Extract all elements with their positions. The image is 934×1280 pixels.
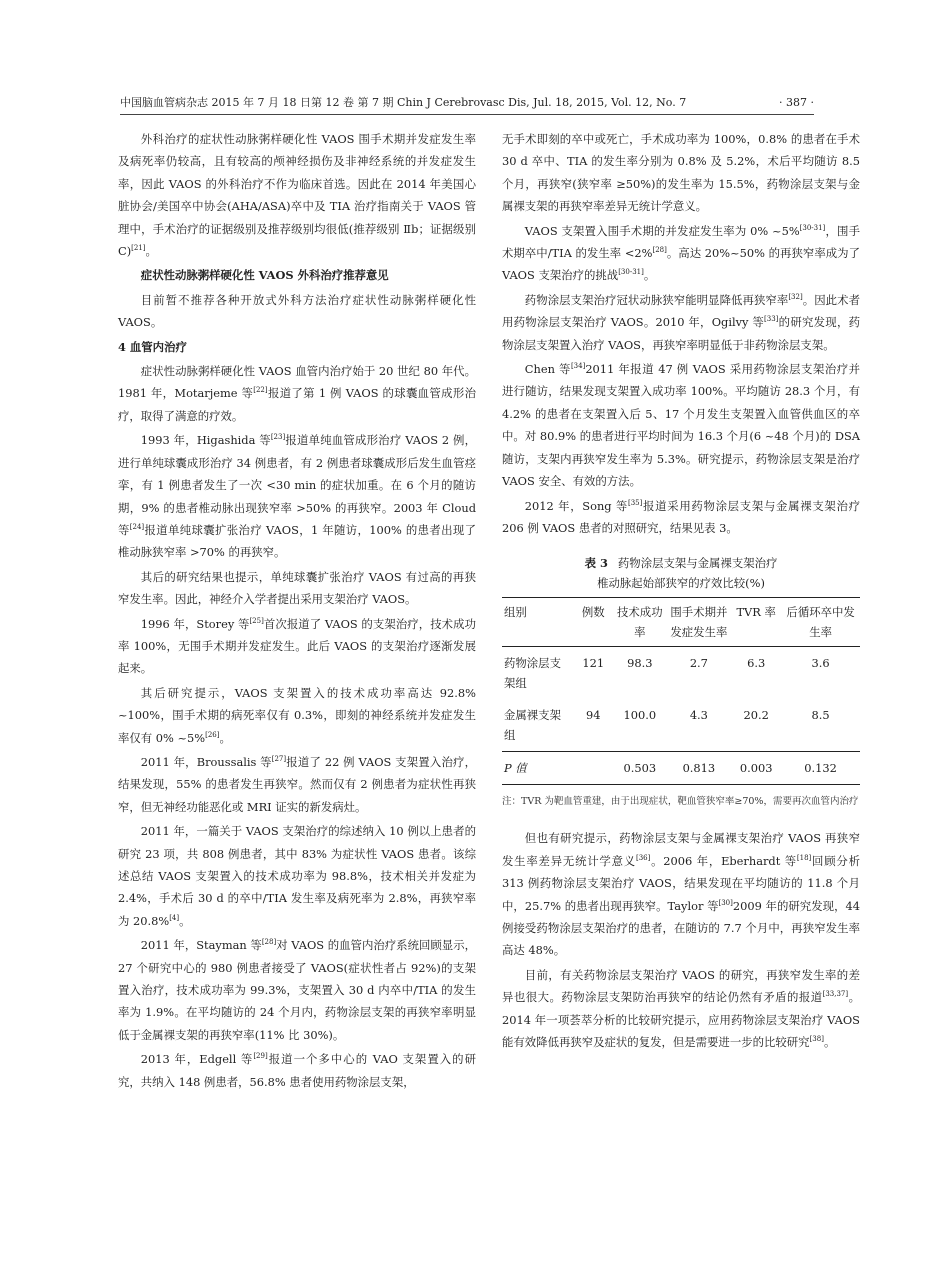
paragraph: 症状性动脉粥样硬化性 VAOS 血管内治疗始于 20 世纪 80 年代。1981 年，Motarjeme 等[22]报道了第 1 例 VAOS 的球囊血管成形治疗，取得了满意的疗效。 — [118, 364, 476, 423]
table-cell: P 值 — [502, 752, 574, 785]
paragraph: 2011 年，Broussalis 等[27]报道了 22 例 VAOS 支架置入治疗，结果发现，55% 的患者发生再狭窄。然而仅有 2 例患者为症状性再狭窄，但无神经功能恶化或 MRI 证实的新发病灶。 — [118, 754, 476, 814]
table-row — [502, 699, 860, 752]
header-cell: 技术成功率 — [613, 598, 667, 647]
table-cell: 金属裸支架组 — [504, 708, 561, 743]
journal-citation: 中国脑血管病杂志 2015 年 7 月 18 日第 12 卷 第 7 期 Chin J Cerebrovasc Dis, Jul. 18, 2015, Vol. 12, No. 7 — [120, 96, 687, 109]
table-row-p-value — [502, 752, 860, 785]
table-cell: 8.5 — [811, 708, 830, 723]
results-table — [502, 597, 860, 785]
table-header-row — [502, 598, 860, 647]
header-cell: TVR 率 — [731, 598, 781, 647]
table-cell: 100.0 — [623, 708, 657, 723]
table-cell: 4.3 — [689, 708, 708, 723]
table-title-line2: 椎动脉起始部狭窄的疗效比较(%) — [597, 576, 765, 591]
paragraph: VAOS 支架置入围手术期的并发症发生率为 0% ~5%[30-31]，围手术期卒中/TIA 的发生率 <2%[28]。高达 20%~50% 的再狭窄率成为了 VAOS 支架治疗的挑战[30-31]。 — [502, 223, 860, 283]
header-cell: 组别 — [502, 598, 574, 647]
paragraph: 其后研究提示，VAOS 支架置入的技术成功率高达 92.8% ~100%，围手术期的病死率仅有 0.3%，即刻的神经系统并发症发生率仅有 0% ~5%[26]。 — [118, 685, 476, 745]
table-cell: 药物涂层支架组 — [504, 656, 561, 691]
page-number: · 387 · — [779, 96, 814, 109]
running-header — [120, 96, 814, 115]
table-cell: 94 — [586, 708, 601, 723]
table-cell: 0.003 — [731, 752, 781, 785]
paragraph: 2011 年，一篇关于 VAOS 支架治疗的综述纳入 10 例以上患者的研究 23 项，共 808 例患者，其中 83% 为症状性 VAOS 患者。该综述总结 VAOS 支架置入的技术成功率为 98.8%，技术相关并发症为 2.4%，手术后 30 d 的卒中/TIA 发生率及病死率为 2.8%，再狭窄率为 20.8%[4]。 — [118, 824, 476, 928]
table-cell: 6.3 — [747, 656, 766, 671]
paragraph: 2011 年，Stayman 等[28]对 VAOS 的血管内治疗系统回顾显示，27 个研究中心的 980 例患者接受了 VAOS(症状性者占 92%)的支架置入治疗，技术成功率为 99.3%，支架置入 30 d 内卒中/TIA 的发生率为 1.9%。在平均随访的 24 个月内，药物涂层支架的再狭窄率明显低于金属裸支架的再狭窄率(11% 比 30%)。 — [118, 938, 477, 1042]
table-cell: 0.503 — [613, 752, 667, 785]
table-cell: 0.132 — [781, 752, 860, 785]
paragraph: 外科治疗的症状性动脉粥样硬化性 VAOS 围手术期并发症发生率及病死率仍较高，且有较高的颅神经损伤及非神经系统的并发症发生率，因此 VAOS 的外科治疗不作为临床首选。因此在 2014 年美国心脏协会/美国卒中协会(AHA/ASA)卒中及 TIA 治疗指南关于 VAOS 管理中，手术治疗的证据级别及推荐级别均很低(推荐级别 Ⅱb；证据级别 C)[21]。 — [118, 132, 476, 259]
section-heading: 4 血管内治疗 — [118, 339, 187, 354]
table-caption — [502, 553, 860, 593]
paragraph: 2013 年，Edgell 等[29]报道一个多中心的 VAO 支架置入的研究，共纳入 148 例患者，56.8% 患者使用药物涂层支架， — [118, 1052, 476, 1089]
paragraph: 目前暂不推荐各种开放式外科方法治疗症状性动脉粥样硬化性 VAOS。 — [118, 292, 476, 330]
paragraph: 1996 年，Storey 等[25]首次报道了 VAOS 的支架治疗，技术成功率 100%，无围手术期并发症发生。此后 VAOS 的支架治疗逐渐发展起来。 — [118, 616, 477, 676]
table-row — [502, 647, 860, 700]
paragraph: 2012 年，Song 等[35]报道采用药物涂层支架与金属裸支架治疗 206 例 VAOS 患者的对照研究，结果见表 3。 — [502, 498, 860, 535]
header-cell: 例数 — [574, 598, 613, 647]
table-label: 表 3 — [584, 556, 608, 571]
table-cell: 20.2 — [743, 708, 769, 723]
table-cell: 2.7 — [689, 656, 708, 671]
table-title-line1: 药物涂层支架与金属裸支架治疗 — [617, 556, 778, 571]
table-cell — [574, 752, 613, 785]
paragraph: 1993 年，Higashida 等[23]报道单纯血管成形治疗 VAOS 2 例，进行单纯球囊成形治疗 34 例患者，有 2 例患者球囊成形后发生血管痉挛，有 1 例患者发生了一次 <30 min 的症状加重。在 6 个月的随访期，9% 的患者椎动脉出现狭窄率 >50% 的再狭窄。2003 年 Cloud 等[24]报道单纯球囊扩张治疗 VAOS，1 年随访，100% 的患者出现了椎动脉狭窄率 >70% 的再狭窄。 — [118, 433, 476, 560]
table-cell: 3.6 — [811, 656, 830, 671]
table-note: 注：TVR 为靶血管重建，由于出现症状，靶血管狭窄率≥70%，需要再次血管内治疗 — [502, 796, 859, 808]
recommendation-heading: 症状性动脉粥样硬化性 VAOS 外科治疗推荐意见 — [140, 268, 389, 283]
paragraph: 药物涂层支架治疗冠状动脉狭窄能明显降低再狭窄率[32]。因此术者用药物涂层支架治疗 VAOS。2010 年，Ogilvy 等[33]的研究发现，药物涂层支架置入治疗 VAOS，再狭窄率明显低于非药物涂层支架。 — [502, 292, 860, 352]
header-cell: 后循环卒中发生率 — [781, 598, 860, 647]
right-column — [502, 128, 860, 1055]
paragraph: 目前，有关药物涂层支架治疗 VAOS 的研究，再狭窄发生率的差异也很大。药物涂层支架防治再狭窄的结论仍然有矛盾的报道[33,37]。2014 年一项荟萃分析的比较研究提示，应用药物涂层支架治疗 VAOS 能有效降低再狭窄及症状的复发，但是需要进一步的比较研究[38]。 — [502, 967, 860, 1049]
table-cell: 98.3 — [627, 656, 653, 671]
paragraph: 无手术即刻的卒中或死亡，手术成功率为 100%，0.8% 的患者在手术 30 d 卒中、TIA 的发生率分别为 0.8% 及 5.2%，术后平均随访 8.5 个月，再狭窄(狭窄率 ≥50%)的发生率为 15.5%，药物涂层支架与金属裸支架的再狭窄率差异无统计学意义。 — [502, 132, 860, 214]
table-cell: 0.813 — [667, 752, 731, 785]
left-column — [118, 128, 476, 1095]
paragraph: 但也有研究提示，药物涂层支架与金属裸支架治疗 VAOS 再狭窄发生率差异无统计学意义[36]。2006 年，Eberhardt 等[18]回顾分析 313 例药物涂层支架治疗 VAOS，结果发现在平均随访的 11.8 个月中，25.7% 的患者出现再狭窄。Taylor 等[30]2009 年的研究发现，44 例接受药物涂层支架治疗的患者，在随访的 7.7 个月中，再狭窄发生率高达 48%。 — [502, 831, 860, 958]
paragraph: Chen 等[34]2011 年报道 47 例 VAOS 采用药物涂层支架治疗并进行随访，结果发现支架置入成功率 100%。平均随访 28.3 个月，有 4.2% 的患者在支架置入后 5、17 个月发生支架置入血管供血区的卒中。对 80.9% 的患者进行平均时间为 16.3 个月(6 ~48 个月)的 DSA 随访，支架内再狭窄发生率为 5.3%。研究提示，药物涂层支架是治疗 VAOS 安全、有效的方法。 — [502, 362, 860, 489]
header-cell: 围手术期并发症发生率 — [667, 598, 731, 647]
paragraph: 其后的研究结果也提示，单纯球囊扩张治疗 VAOS 有过高的再狭窄发生率。因此，神经介入学者提出采用支架治疗 VAOS。 — [118, 569, 476, 607]
table-cell: 121 — [582, 656, 605, 671]
